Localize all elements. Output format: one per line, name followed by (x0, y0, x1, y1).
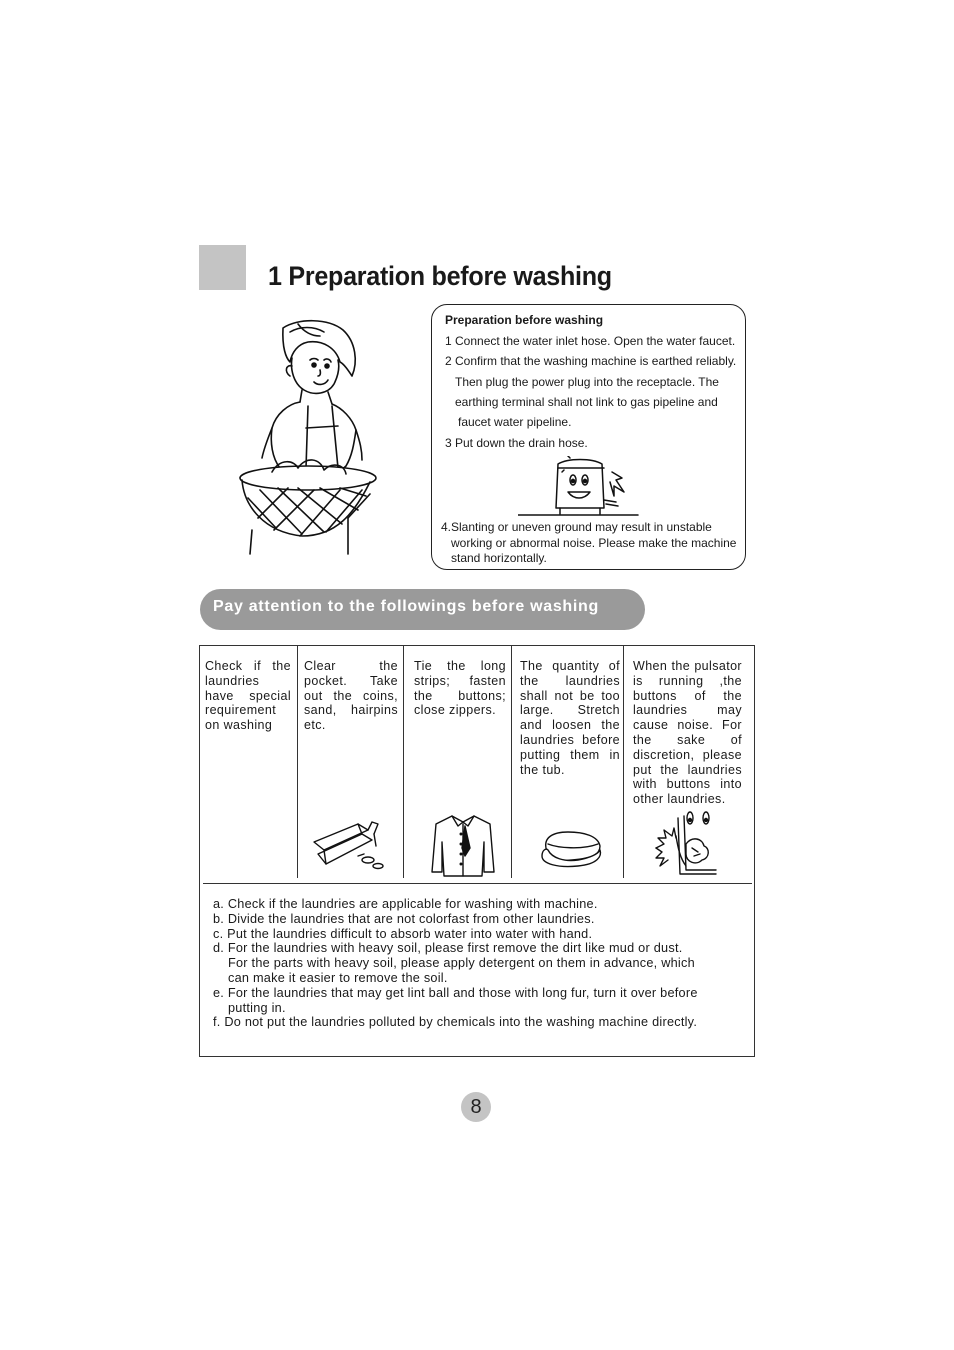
row-divider (203, 883, 752, 884)
pocket-items-illustration (312, 820, 386, 872)
list-item-continuation: For the parts with heavy soil, please apply detergent on them in advance, which (228, 956, 695, 971)
pulsator-noise-illustration (652, 808, 722, 878)
prep-note-line: 4.Slanting or uneven ground may result in unstable (441, 520, 712, 534)
list-item: c. Put the laundries difficult to absorb water into water with hand. (213, 926, 593, 941)
prep-step-2: 2 Confirm that the washing machine is earthed reliably. (445, 354, 737, 368)
page-title: 1 Preparation before washing (268, 261, 612, 291)
list-item: f. Do not put the laundries polluted by chemicals into the washing machine directly. (213, 1015, 698, 1030)
page-number: 8 (461, 1092, 491, 1122)
shirt-illustration (428, 812, 498, 878)
tip-tie-strips: Tie the long strips; fasten the buttons; close zippers. (414, 659, 506, 718)
list-item: e. For the laundries that may get lint ball and those with long fur, turn it over before (213, 985, 698, 1000)
list-item: d. For the laundries with heavy soil, please first remove the dirt like mud or dust. (213, 941, 683, 956)
prep-step-4 (441, 520, 738, 567)
woman-with-basket-illustration (228, 318, 378, 556)
list-item-continuation: can make it easier to remove the soil. (228, 970, 448, 985)
list-item: b. Divide the laundries that are not colorfast from other laundries. (213, 911, 595, 926)
prep-note-line: stand horizontally. (451, 551, 547, 565)
column-divider (403, 646, 404, 878)
column-divider (511, 646, 512, 878)
prep-step-2-cont: Then plug the power plug into the receptacle. The (455, 375, 719, 389)
washing-machine-illustration (518, 456, 640, 520)
prep-step-2-cont: earthing terminal shall not link to gas pipeline and (455, 395, 718, 409)
preparation-title: Preparation before washing (445, 313, 604, 327)
attention-banner-text: Pay attention to the followings before washing (213, 598, 599, 615)
column-divider (297, 646, 298, 878)
tip-quantity: The quantity of the laundries shall not be too large. Stretch and loosen the laundries before putting them in the tub. (520, 659, 620, 777)
list-item: a. Check if the laundries are applicable for washing with machine. (213, 897, 598, 911)
column-divider (623, 646, 624, 878)
section-marker (199, 245, 246, 290)
list-item-continuation: putting in. (228, 1000, 286, 1015)
tip-clear-pocket: Clear the pocket. Take out the coins, sand, hairpins etc. (304, 659, 398, 733)
folded-laundry-illustration (538, 828, 604, 870)
tip-check-requirements: Check if the laundries have special requirement on washing (205, 659, 291, 733)
prep-step-2-cont: faucet water pipeline. (458, 415, 572, 429)
prep-step-3: 3 Put down the drain hose. (445, 436, 588, 450)
tip-buttons-noise: When the pulsator is running ,the buttons of the laundries may cause noise. For the sake of discretion, please put the laundries with buttons into other laundries. (633, 659, 742, 807)
instruction-list (213, 897, 748, 1030)
prep-note-line: working or abnormal noise. Please make the machine (451, 535, 737, 550)
prep-step-1: 1 Connect the water inlet hose. Open the water faucet. (445, 334, 736, 348)
